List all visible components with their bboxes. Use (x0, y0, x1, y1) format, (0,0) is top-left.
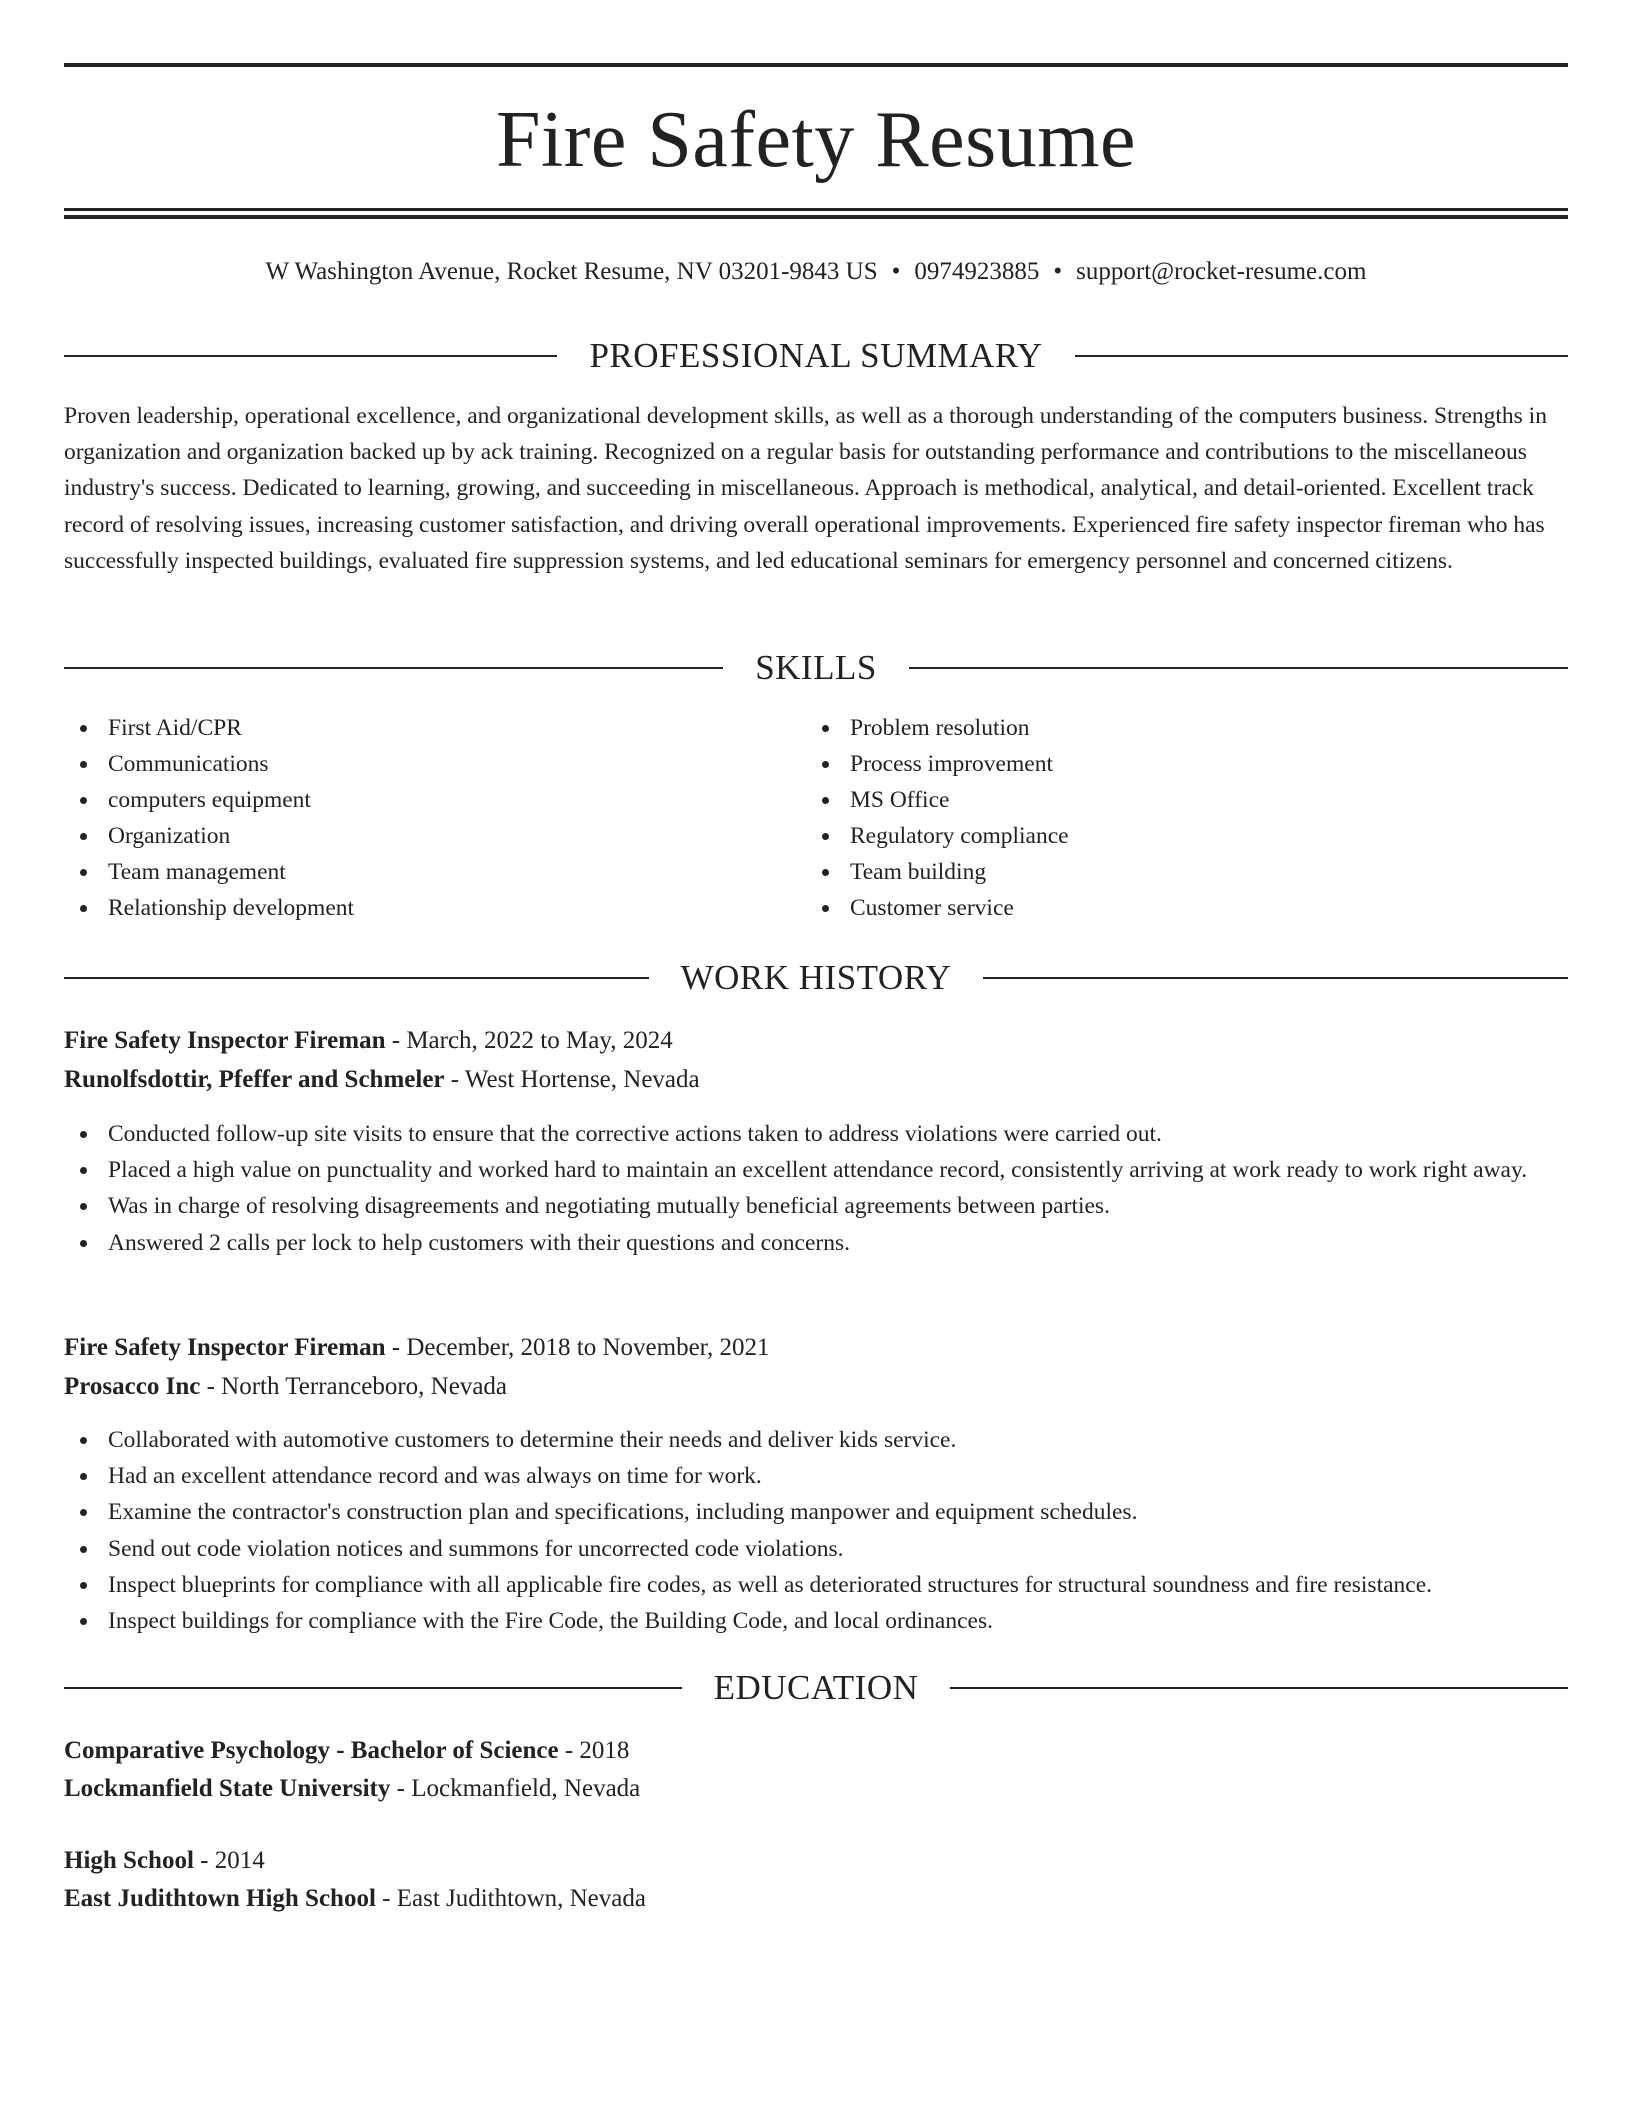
section-heading-education (64, 1666, 1568, 1710)
education-degree-line (64, 1841, 1568, 1881)
contact-separator: • (1053, 258, 1063, 285)
education-location: Lockmanfield, Nevada (411, 1775, 641, 1802)
job-location: West Hortense, Nevada (464, 1066, 700, 1093)
skill-item: Team management (64, 854, 764, 890)
contact-separator: • (891, 258, 901, 285)
skills-list-right (806, 710, 1506, 926)
education-school-line (64, 1879, 1568, 1919)
section-heading-summary (64, 334, 1568, 378)
heading-rule (64, 977, 649, 979)
job-company-line (64, 1367, 1568, 1407)
contact-phone: 0974923885 (914, 258, 1040, 285)
job-duty: Send out code violation notices and summons for uncorrected code violations. (64, 1531, 1568, 1567)
education-year: 2014 (214, 1847, 265, 1874)
job-duty: Was in charge of resolving disagreements and negotiating mutually beneficial agreements between parties. (64, 1188, 1568, 1224)
job-duties-list (64, 1422, 1568, 1639)
job-company: Runolfsdottir, Pfeffer and Schmeler (64, 1066, 445, 1093)
skills-list-left (64, 710, 764, 926)
dash: - (558, 1737, 580, 1764)
job-company: Prosacco Inc (64, 1373, 201, 1400)
heading-rule (909, 667, 1568, 669)
heading-rule (983, 977, 1568, 979)
job-company-line (64, 1060, 1568, 1100)
job-duty: Had an excellent attendance record and was always on time for work. (64, 1458, 1568, 1494)
education-degree: Comparative Psychology - Bachelor of Science (64, 1737, 559, 1764)
section-heading-work (64, 956, 1568, 1000)
dash: - (390, 1775, 412, 1802)
section-title: WORK HISTORY (680, 958, 952, 997)
skill-item: Regulatory compliance (806, 818, 1506, 854)
job-duty: Placed a high value on punctuality and worked hard to maintain an excellent attendance record, consistently arriving at work ready to work right away. (64, 1152, 1568, 1188)
section-title: SKILLS (755, 648, 877, 687)
skill-item: Problem resolution (806, 710, 1506, 746)
job-duty: Inspect buildings for compliance with the Fire Code, the Building Code, and local ordinances. (64, 1603, 1568, 1639)
heading-rule (64, 667, 723, 669)
top-rule (64, 63, 1568, 67)
dash: - (444, 1066, 465, 1093)
skill-item: computers equipment (64, 782, 764, 818)
job-duty: Examine the contractor's construction plan and specifications, including manpower and equipment schedules. (64, 1494, 1568, 1530)
heading-rule (64, 355, 557, 357)
dash: - (385, 1334, 407, 1361)
dash: - (385, 1027, 407, 1054)
job-title-line (64, 1328, 1568, 1368)
education-school: East Judithtown High School (64, 1885, 376, 1912)
skill-item: Team building (806, 854, 1506, 890)
job-title: Fire Safety Inspector Fireman (64, 1027, 386, 1054)
section-heading-skills (64, 646, 1568, 690)
heading-rule (1075, 355, 1568, 357)
dash: - (375, 1885, 397, 1912)
summary-paragraph: Proven leadership, operational excellence, and organizational development skills, as well as a thorough understanding of the computers business. Strengths in organization and organization backed up by ack training. Recognized on a regular basis for outstanding performance and contributions to the miscellaneous industry's success. Dedicated to learning, growing, and succeeding in miscellaneous. Approach is methodical, analytical, and detail-oriented. Excellent track record of resolving issues, increasing customer satisfaction, and driving overall operational improvements. Experienced fire safety inspector fireman who has successfully inspected buildings, evaluated fire suppression systems, and led educational seminars for emergency personnel and concerned citizens. (64, 403, 1547, 574)
job-duty: Conducted follow-up site visits to ensure that the corrective actions taken to address violations were carried out. (64, 1116, 1568, 1152)
heading-rule (64, 1687, 682, 1689)
job-duty: Answered 2 calls per lock to help customers with their questions and concerns. (64, 1225, 1568, 1261)
section-title: PROFESSIONAL SUMMARY (589, 336, 1043, 375)
job-location: North Terranceboro, Nevada (221, 1373, 508, 1400)
education-degree: High School (64, 1847, 194, 1874)
title-rule-lower (64, 215, 1568, 219)
skill-item: Relationship development (64, 890, 764, 926)
dash: - (193, 1847, 215, 1874)
education-degree-line (64, 1731, 1568, 1771)
education-school: Lockmanfield State University (64, 1775, 391, 1802)
job-duty: Inspect blueprints for compliance with all applicable fire codes, as well as deteriorated structures for structural soundness and fire resistance. (64, 1567, 1568, 1603)
skill-item: First Aid/CPR (64, 710, 764, 746)
education-year: 2018 (579, 1737, 630, 1764)
job-duty: Collaborated with automotive customers to determine their needs and deliver kids service. (64, 1422, 1568, 1458)
job-dates: March, 2022 to May, 2024 (406, 1027, 673, 1054)
dash: - (200, 1373, 222, 1400)
skill-item: Communications (64, 746, 764, 782)
resume-title: Fire Safety Resume (496, 96, 1136, 184)
skill-item: MS Office (806, 782, 1506, 818)
skill-item: Customer service (806, 890, 1506, 926)
title-rule-upper (64, 208, 1568, 211)
contact-address: W Washington Avenue, Rocket Resume, NV 03201-9843 US (265, 258, 878, 285)
job-title-line (64, 1021, 1568, 1061)
skill-item: Organization (64, 818, 764, 854)
skill-item: Process improvement (806, 746, 1506, 782)
heading-rule (950, 1687, 1568, 1689)
job-duties-list (64, 1116, 1568, 1261)
contact-email: support@rocket-resume.com (1076, 258, 1367, 285)
section-title: EDUCATION (713, 1668, 919, 1707)
contact-line (64, 252, 1568, 292)
education-location: East Judithtown, Nevada (396, 1885, 646, 1912)
job-title: Fire Safety Inspector Fireman (64, 1334, 386, 1361)
job-dates: December, 2018 to November, 2021 (406, 1334, 770, 1361)
education-school-line (64, 1769, 1568, 1809)
